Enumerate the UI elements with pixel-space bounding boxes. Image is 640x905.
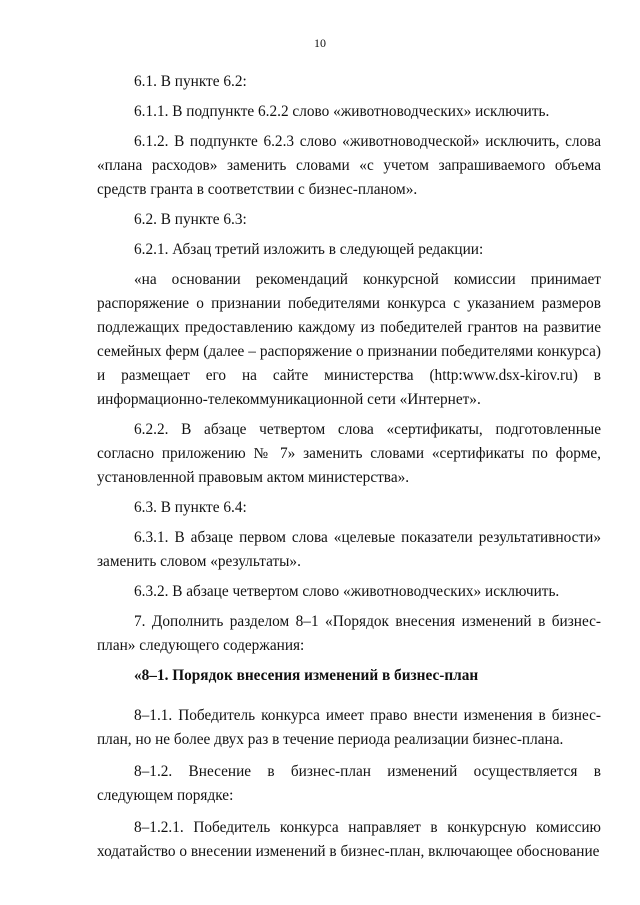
paragraph-8-1-2-1: 8–1.2.1. Победитель конкурса направляет в конкурсную комиссию ходатайство о внесении изменений в бизнес-план, включающее обоснование — [97, 819, 601, 860]
paragraph-6-1-1: 6.1.1. В подпункте 6.2.2 слово «животноводческих» исключить. — [134, 103, 550, 120]
paragraph-6-1-2: 6.1.2. В подпункте 6.2.3 слово «животноводческой» исключить, слова «плана расходов» заменить словами «с учетом запрашиваемого объема средств гранта в соответствии с бизнес-планом». — [97, 133, 601, 198]
paragraph-6-2-1: 6.2.1. Абзац третий изложить в следующей редакции: — [134, 241, 484, 258]
document-body — [97, 70, 601, 864]
paragraph-6-2-2: 6.2.2. В абзаце четвертом слова «сертификаты, подготовленные согласно приложению № 7» заменить словами «сертификаты по форме, установленной правовым актом министерства». — [97, 421, 601, 486]
paragraph-6-1: 6.1. В пункте 6.2: — [134, 73, 247, 90]
paragraph-6-3-1: 6.3.1. В абзаце первом слова «целевые показатели результативности» заменить словом «результаты». — [97, 529, 601, 570]
paragraph-8-1-1: 8–1.1. Победитель конкурса имеет право внести изменения в бизнес-план, но не более двух раз в течение периода реализации бизнес-плана. — [97, 707, 601, 748]
paragraph-6-3: 6.3. В пункте 6.4: — [134, 499, 247, 516]
paragraph-6-2: 6.2. В пункте 6.3: — [134, 211, 247, 228]
quoted-paragraph: «на основании рекомендаций конкурсной комиссии принимает распоряжение о признании победителями конкурса с указанием размеров подлежащих предоставлению каждому из победителей грантов на развитие семейных ферм (далее – распоряжение о признании победителями конкурса) и размещает его на сайте министерства (http:www.dsx-kirov.ru) в информационно-телекоммуникационной сети «Интернет». — [97, 271, 601, 408]
page-number: 10 — [314, 36, 326, 50]
section-heading: «8–1. Порядок внесения изменений в бизнес-план — [134, 667, 479, 684]
paragraph-6-3-2: 6.3.2. В абзаце четвертом слово «животноводческих» исключить. — [134, 583, 560, 600]
paragraph-8-1-2: 8–1.2. Внесение в бизнес-план изменений осуществляется в следующем порядке: — [97, 763, 601, 804]
paragraph-7: 7. Дополнить разделом 8–1 «Порядок внесения изменений в бизнес-план» следующего содержания: — [97, 613, 601, 654]
